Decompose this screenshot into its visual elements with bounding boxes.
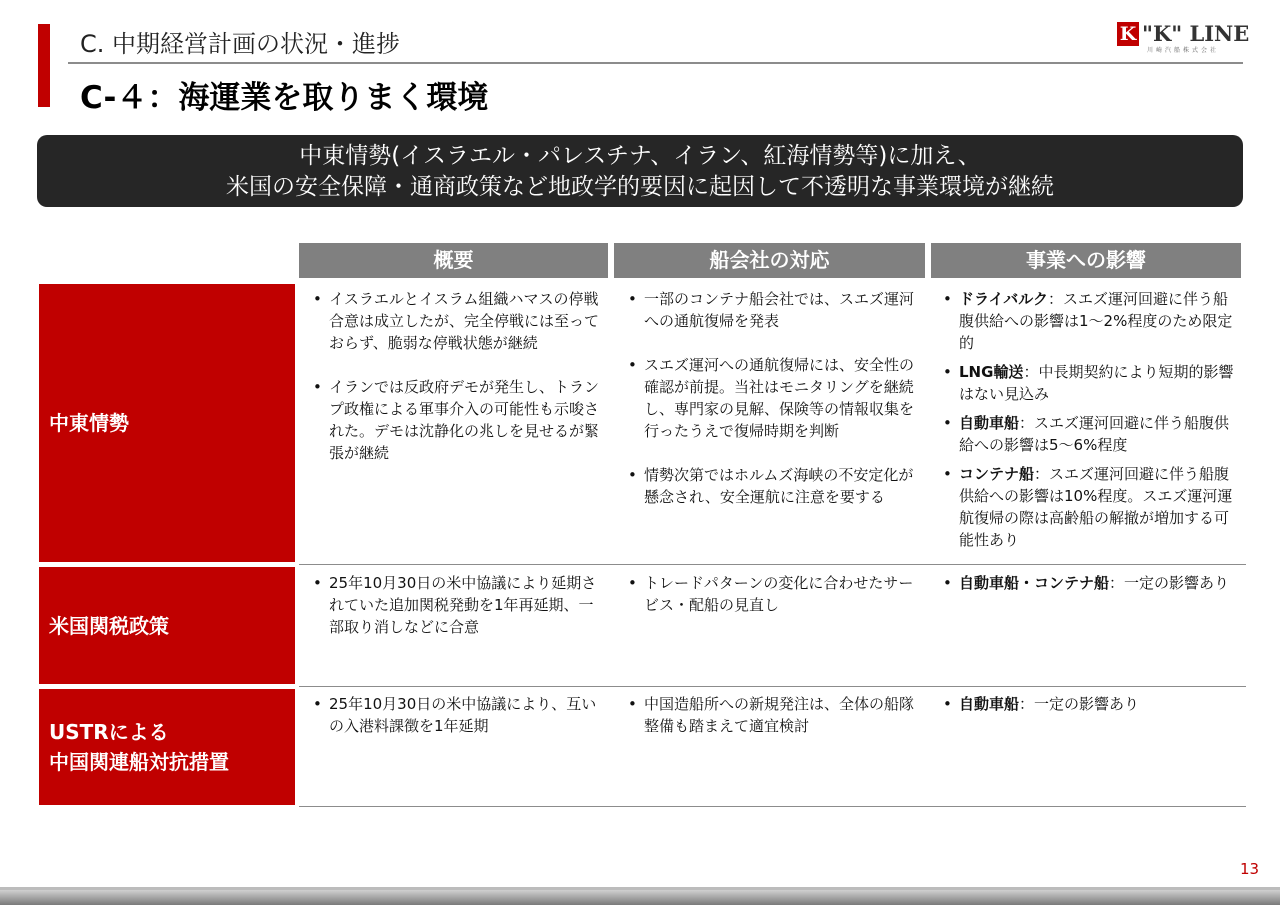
cell-middle-east-impact (937, 288, 1237, 551)
impact-sector: LNG輸送 (959, 363, 1024, 381)
impact-text: ：中長期契約により短期的影響はない見込み (959, 363, 1234, 403)
cell-middle-east-response (622, 288, 920, 508)
page-title: C-４：海運業を取りまく環境 (80, 80, 489, 116)
table-bottom-rule (299, 806, 1246, 807)
list-item (937, 572, 1237, 594)
page-number: 13 (1240, 860, 1260, 878)
cell-us-tariff-overview (307, 572, 603, 638)
cell-us-tariff-impact (937, 572, 1237, 594)
impact-sector: コンテナ船 (959, 465, 1035, 483)
logo-mark: K (1117, 22, 1139, 46)
row-divider (299, 564, 1246, 565)
summary-banner (37, 135, 1243, 207)
list-item: • スエズ運河への通航復帰には、安全性の確認が前提。当社はモニタリングを継続し、専門家の見解、保険等の情報収集を行ったうえで復帰時期を判断 (622, 354, 920, 442)
row-label-line: 米国関税政策 (49, 613, 169, 638)
row-label-middle-east (39, 284, 295, 562)
section-title: C. 中期経営計画の状況・進捗 (80, 30, 401, 58)
logo-subtext: 川崎汽船株式会社 (1147, 47, 1220, 54)
impact-text: ：一定の影響あり (1019, 695, 1140, 713)
impact-sector: ドライバルク (959, 290, 1048, 308)
list-item (937, 361, 1237, 405)
row-divider (299, 686, 1246, 687)
cell-middle-east-overview (307, 288, 603, 464)
list-item (937, 288, 1237, 354)
list-item: • 25年10月30日の米中協議により、互いの入港料課徴を1年延期 (307, 693, 603, 737)
impact-text: ：スエズ運河回避に伴う船腹供給への影響は5～6%程度 (959, 414, 1230, 454)
column-header-overview: 概要 (299, 243, 608, 278)
banner-line-2: 米国の安全保障・通商政策など地政学的要因に起因して不透明な事業環境が継続 (226, 174, 1054, 200)
list-item: • 中国造船所への新規発注は、全体の船隊整備も踏まえて適宜検討 (622, 693, 920, 737)
list-item (937, 463, 1237, 551)
row-label-line: 中東情勢 (49, 411, 129, 435)
impact-text: ：スエズ運河回避に伴う船腹供給への影響は1～2%程度のため限定的 (959, 290, 1233, 352)
list-item: • 25年10月30日の米中協議により延期されていた追加関税発動を1年再延期、一部取り消しなどに合意 (307, 572, 603, 638)
list-item: • イランでは反政府デモが発生し、トランプ政権による軍事介入の可能性も示唆された。デモは沈静化の兆しを見せるが緊張が継続 (307, 376, 603, 464)
row-label-us-tariff (39, 567, 295, 684)
row-label-line: 中国関連船対抗措置 (49, 750, 229, 774)
impact-sector: 自動車船 (959, 414, 1020, 432)
list-item: • 一部のコンテナ船会社では、スエズ運河への通航復帰を発表 (622, 288, 920, 332)
footer-band (0, 890, 1280, 905)
column-header-response: 船会社の対応 (614, 243, 925, 278)
list-item (937, 412, 1237, 456)
list-item: • トレードパターンの変化に合わせたサービス・配船の見直し (622, 572, 920, 616)
list-item: • 情勢次第ではホルムズ海峡の不安定化が懸念され、安全運航に注意を要する (622, 464, 920, 508)
column-header-impact: 事業への影響 (931, 243, 1241, 278)
banner-line-1: 中東情勢(イスラエル・パレスチナ、イラン、紅海情勢等)に加え、 (299, 143, 981, 169)
list-item: • イスラエルとイスラム組織ハマスの停戦合意は成立したが、完全停戦には至っておらず、脆弱な停戦状態が継続 (307, 288, 603, 354)
cell-ustr-overview (307, 693, 603, 737)
header-accent-bar (38, 24, 50, 107)
list-item (937, 693, 1237, 715)
row-label-ustr (39, 689, 295, 805)
company-logo (1117, 21, 1250, 54)
impact-text: ：一定の影響あり (1109, 574, 1230, 592)
header-divider (68, 62, 1243, 64)
impact-sector: 自動車船・コンテナ船 (959, 574, 1110, 592)
cell-ustr-impact (937, 693, 1237, 715)
impact-sector: 自動車船 (959, 695, 1020, 713)
cell-us-tariff-response (622, 572, 920, 616)
impact-text: ：スエズ運河回避に伴う船腹供給への影響は10%程度。スエズ運河運航復帰の際は高齢船の解撤が増加する可能性あり (959, 465, 1233, 549)
logo-text: "K" LINE (1142, 21, 1250, 46)
cell-ustr-response (622, 693, 920, 737)
row-label-line: USTRによる (49, 720, 169, 744)
